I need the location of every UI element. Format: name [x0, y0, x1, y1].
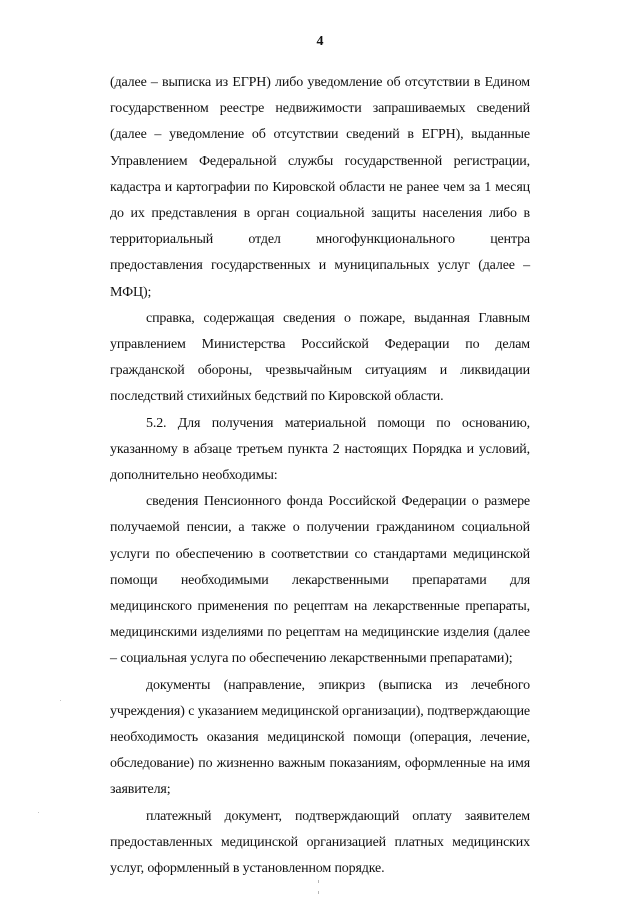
- document-body: [110, 70, 530, 882]
- scan-mark: [318, 891, 319, 894]
- paragraph-medical-documents: документы (направление, эпикриз (выписка из лечебного учреждения) с указанием медицинской организации), подтверждающие необходимость оказания медицинской помощи (операция, лечение, обследование) по жизненно важным показаниям, оформленные на имя заявителя;: [110, 677, 530, 798]
- page-number: 4: [316, 34, 324, 49]
- paragraph-pension-fund-info: сведения Пенсионного фонда Российской Федерации о размере получаемой пенсии, а также о получении гражданином социальной услуги по обеспечению в соответствии со стандартами медицинской помощи необходимыми лекарственными препаратами для медицинского применения по рецептам на лекарственные препараты, медицинскими изделиями по рецептам на медицинские изделия (далее – социальная услуга по обеспечению лекарственными препаратами);: [110, 494, 530, 667]
- scan-mark: [318, 880, 319, 883]
- paragraph-section-5-2: 5.2. Для получения материальной помощи по основанию, указанному в абзаце третьем пункта 2 настоящих Порядка и условий, дополнительно необходимы:: [110, 415, 530, 484]
- scan-speck: [60, 700, 61, 701]
- paragraph-fire-certificate: справка, содержащая сведения о пожаре, выданная Главным управлением Министерства Российской Федерации по делам гражданской обороны, чрезвычайным ситуациям и ликвидации последствий стихийных бедствий по Кировской области.: [110, 310, 530, 405]
- paragraph-egrn-continuation: (далее – выписка из ЕГРН) либо уведомление об отсутствии в Едином государственном реестре недвижимости запрашиваемых сведений (далее – уведомление об отсутствии сведений в ЕГРН), выданные Управлением Федеральной службы государственной регистрации, кадастра и картографии по Кировской области не ранее чем за 1 месяц до их представления в орган социальной защиты населения либо в территориальный отдел многофункционального центра предоставления государственных и муниципальных услуг (далее – МФЦ);: [110, 75, 530, 300]
- scan-speck: [38, 812, 39, 813]
- paragraph-payment-document: платежный документ, подтверждающий оплату заявителем предоставленных медицинской организацией платных медицинских услуг, оформленный в установленном порядке.: [110, 808, 530, 877]
